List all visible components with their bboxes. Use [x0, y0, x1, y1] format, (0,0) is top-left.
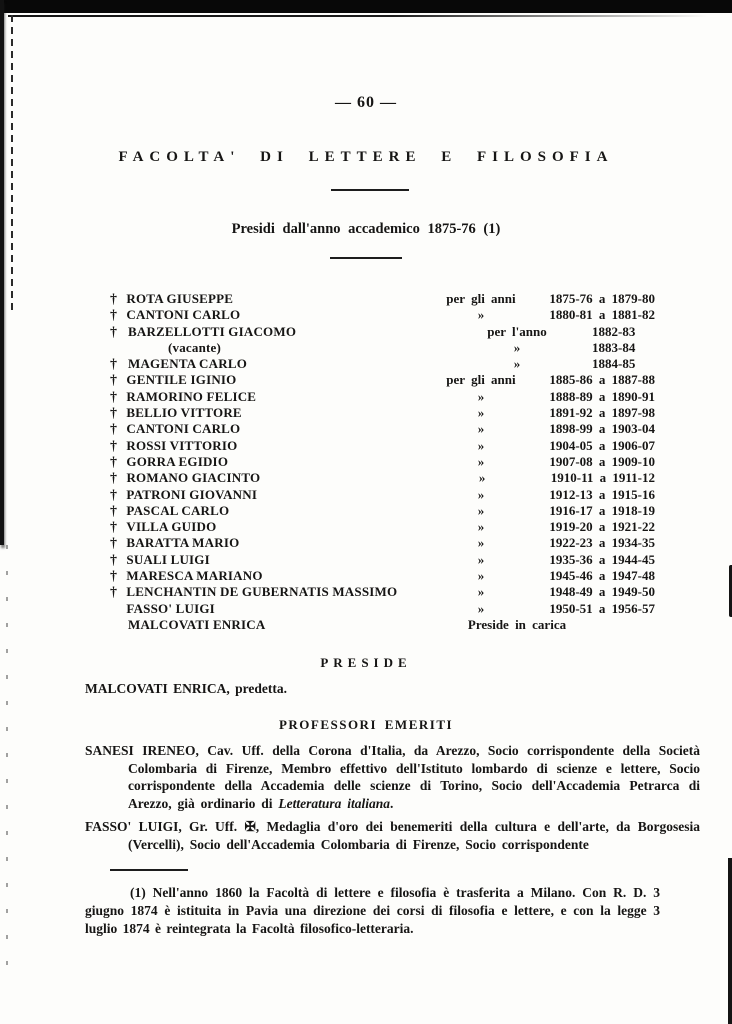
- dagger-icon: †: [110, 471, 117, 487]
- order-decoration-icon: ✠: [244, 819, 256, 834]
- period-label: »: [513, 339, 521, 355]
- period-label: Preside in carica: [467, 616, 567, 632]
- years-value: 1904-05 a 1906-07: [549, 437, 655, 453]
- table-row: [110, 340, 655, 356]
- table-row: [110, 438, 655, 454]
- section-subtitle: Presidi dall'anno accademico 1875-76 (1): [231, 221, 501, 237]
- years-value: 1945-46 a 1947-48: [549, 568, 655, 584]
- table-row: [110, 568, 655, 584]
- table-row: [110, 454, 655, 470]
- footnote-rule: [110, 869, 188, 871]
- preside-name: LENCHANTIN DE GUBERNATIS MASSIMO: [126, 584, 398, 600]
- paragraph-text: .: [390, 795, 394, 811]
- scan-right-edge-mark: [728, 858, 732, 1024]
- preside-name: CANTONI CARLO: [126, 307, 241, 323]
- preside-in-charge-line: MALCOVATI ENRICA, predetta.: [85, 681, 288, 696]
- years-value: 1919-20 a 1921-22: [549, 519, 655, 535]
- period-label: »: [477, 405, 485, 421]
- preside-name: RAMORINO FELICE: [126, 388, 257, 404]
- preside-name: MARESCA MARIANO: [126, 568, 263, 584]
- period-label: »: [478, 470, 486, 486]
- page-title: FACOLTA' DI LETTERE E FILOSOFIA: [118, 149, 614, 165]
- table-row: [110, 503, 655, 519]
- years-value: 1882-83: [592, 323, 636, 339]
- period-label: »: [477, 584, 485, 600]
- preside-name: VILLA GUIDO: [126, 519, 217, 535]
- preside-name: ROSSI VITTORIO: [126, 437, 238, 453]
- table-row: [110, 617, 655, 633]
- paragraph-text: , Gr. Uff.: [178, 819, 245, 834]
- preside-name: GENTILE IGINIO: [126, 372, 237, 388]
- period-label: »: [477, 535, 485, 551]
- preside-name: MAGENTA CARLO: [128, 356, 248, 372]
- years-value: 1898-99 a 1903-04: [549, 421, 655, 437]
- table-row: [110, 372, 655, 388]
- period-label: »: [513, 356, 521, 372]
- years-value: 1922-23 a 1934-35: [549, 535, 655, 551]
- years-value: 1885-86 a 1887-88: [549, 372, 655, 388]
- years-value: 1888-89 a 1890-91: [549, 388, 655, 404]
- dagger-icon: †: [110, 552, 117, 568]
- preside-name: PASCAL CARLO: [126, 502, 230, 518]
- dagger-icon: †: [110, 308, 117, 324]
- preside-name: BARZELLOTTI GIACOMO: [128, 323, 297, 339]
- table-row: [110, 307, 655, 323]
- preside-name: ROTA GIUSEPPE: [126, 291, 234, 306]
- period-label: per gli anni: [446, 372, 516, 388]
- dagger-icon: †: [110, 569, 117, 585]
- years-value: 1916-17 a 1918-19: [549, 502, 655, 518]
- professor-name: SANESI IRENEO: [85, 743, 196, 758]
- emeriti-paragraph-sanesi: [85, 742, 700, 812]
- dagger-icon: †: [110, 389, 117, 405]
- preside-name: ROMANO GIACINTO: [126, 470, 261, 486]
- table-row: [110, 356, 655, 372]
- table-row: [110, 487, 655, 503]
- paragraph-text: , Cav. Uff. della Corona d'Italia, da Arezzo, Socio corrispondente della Società Colombaria di Firenze, Membro effettivo dell'Istituto lombardo di scienze e lettere, Socio corrispondente della Accademia delle scienze di Torino, Socio dell'Accademia Petrarca di Arezzo, già ordinario di: [128, 743, 700, 811]
- footnote-text: (1) Nell'anno 1860 la Facoltà di lettere e filosofia è trasferita a Milano. Con R. D. 3 giugno 1874 è istituita in Pavia una direzione dei corsi di filosofia e lettere, e con la legge 3 luglio 1874 è reintegrata la Facoltà filosofico-letteraria.: [85, 885, 660, 936]
- dagger-icon: †: [110, 520, 117, 536]
- dagger-icon: †: [110, 454, 117, 470]
- table-row: [110, 291, 655, 307]
- dagger-icon: †: [110, 438, 117, 454]
- period-label: per l'anno: [487, 323, 547, 339]
- years-value: 1935-36 a 1944-45: [549, 551, 655, 567]
- table-row: [110, 519, 655, 535]
- years-value: 1875-76 a 1879-80: [549, 291, 655, 306]
- scan-frame-top-line: [8, 15, 708, 17]
- years-value: 1891-92 a 1897-98: [549, 405, 655, 421]
- years-value: 1912-13 a 1915-16: [549, 486, 655, 502]
- presidi-table: [110, 291, 655, 633]
- table-row: [110, 552, 655, 568]
- table-row: [110, 324, 655, 340]
- preside-name: PATRONI GIOVANNI: [126, 486, 258, 502]
- period-label: »: [477, 486, 485, 502]
- years-value: 1884-85: [592, 356, 636, 372]
- professor-name: FASSO' LUIGI: [85, 819, 179, 834]
- subtitle-rule: [330, 257, 402, 259]
- period-label: per gli anni: [446, 291, 516, 306]
- preside-name: CANTONI CARLO: [126, 421, 241, 437]
- years-value: 1880-81 a 1881-82: [549, 307, 655, 323]
- scan-left-edge-band: [0, 0, 4, 545]
- table-row: [110, 470, 655, 486]
- preside-name: BARATTA MARIO: [126, 535, 240, 551]
- paragraph-text: , Medaglia d'oro dei benemeriti della cultura e dell'arte, da Borgosesia (Vercelli), Socio dell'Accademia Colombaria di Firenze, Socio corrispondente: [128, 819, 700, 852]
- emeriti-paragraph-fasso: [85, 818, 700, 853]
- years-value: 1950-51 a 1956-57: [549, 600, 655, 616]
- preside-name: FASSO' LUIGI: [126, 600, 215, 616]
- dagger-icon: †: [110, 422, 117, 438]
- dagger-icon: †: [110, 536, 117, 552]
- table-row: [110, 601, 655, 617]
- dagger-icon: †: [110, 487, 117, 503]
- preside-heading: PRESIDE: [320, 655, 412, 670]
- scan-top-black-bar: [0, 0, 732, 13]
- dagger-icon: †: [110, 292, 117, 307]
- table-row: [110, 535, 655, 551]
- page-number: — 60 —: [335, 94, 397, 111]
- dagger-icon: †: [110, 357, 117, 373]
- preside-name: MALCOVATI ENRICA: [128, 616, 266, 632]
- period-label: »: [477, 568, 485, 584]
- years-value: 1907-08 a 1909-10: [549, 453, 655, 469]
- title-rule: [331, 189, 409, 191]
- period-label: »: [477, 388, 485, 404]
- preside-name: BELLIO VITTORE: [126, 405, 242, 421]
- years-value: 1883-84: [592, 339, 636, 355]
- preside-name: SUALI LUIGI: [126, 551, 210, 567]
- scan-left-edge-dots: [6, 545, 8, 975]
- dagger-icon: †: [110, 406, 117, 422]
- preside-name: (vacante): [168, 339, 222, 355]
- dagger-icon: †: [110, 585, 117, 601]
- period-label: »: [477, 307, 485, 323]
- italic-subject: Letteratura italiana: [278, 795, 390, 811]
- table-row: [110, 421, 655, 437]
- period-label: »: [477, 421, 485, 437]
- dagger-icon: †: [110, 373, 117, 389]
- dagger-icon: †: [110, 503, 117, 519]
- preside-name: GORRA EGIDIO: [126, 453, 229, 469]
- period-label: »: [477, 519, 485, 535]
- period-label: »: [477, 600, 485, 616]
- table-row: [110, 389, 655, 405]
- period-label: »: [477, 551, 485, 567]
- emeriti-heading: PROFESSORI EMERITI: [278, 717, 454, 732]
- period-label: »: [477, 502, 485, 518]
- years-value: 1948-49 a 1949-50: [549, 584, 655, 600]
- table-row: [110, 584, 655, 600]
- period-label: »: [477, 453, 485, 469]
- period-label: »: [477, 437, 485, 453]
- dagger-icon: †: [110, 324, 117, 340]
- table-row: [110, 405, 655, 421]
- years-value: 1910-11 a 1911-12: [550, 470, 655, 486]
